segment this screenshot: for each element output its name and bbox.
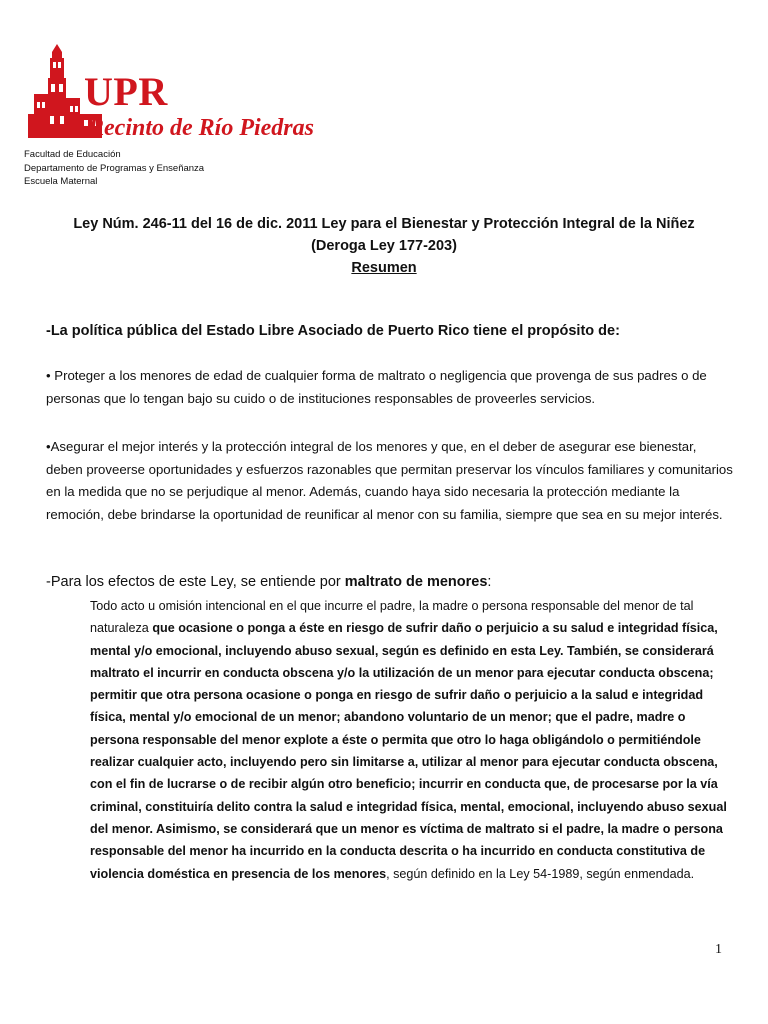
definition-body-bold: que ocasione o ponga a éste en riesgo de sufrir daño o perjuicio a su salud e integridad física, mental y/o emocional, incluyendo abuso sexual, según es definido en esta Ley. También, se considerará maltrato el incurrir en conducta obscena y/o la utilización de un menor para ejecutar conducta obscena; permitir que otra persona ocasione o ponga en riesgo de sufrir daño o perjuicio a la salud e integridad física, mental y/o emocional de un menor; abandono voluntario de un menor; que el padre, madre o persona responsable del menor explote a éste o permita que otro lo haga obligándolo o permitiéndole realizar cualquier acto, incluyendo pero sin limitarse a, utilizar al menor para ejecutar conducta obscena, con el fin de lucrarse o de recibir algún otro beneficio; incurrir en conducta que, de procesarse por la vía criminal, constituiría delito contra la salud e integridad física, mental, emocional, incluyendo abuso sexual del menor. Asimismo, se considerará que un menor es víctima de maltrato si el padre, la madre o persona responsable del menor ha incurrido en la conducta descrita o ha incurrido en conducta constitutiva de violencia doméstica en presencia de los menores xyxy=(90,621,727,881)
page-number: 1 xyxy=(715,942,722,957)
title-line-law: Ley Núm. 246-11 del 16 de dic. 2011 Ley para el Bienestar y Protección Integral de la Niñez xyxy=(73,216,695,232)
policy-lead: -La política pública del Estado Libre Asociado de Puerto Rico tiene el propósito de: xyxy=(46,323,620,339)
title-line-derogates: (Deroga Ley 177-203) xyxy=(311,238,457,254)
bullet-text: Asegurar el mejor interés y la protección integral de los menores y que, en el deber de asegurar ese bienestar, deben proveerse oportunidades y esfuerzos razonables que permitan preservar los vínculos familiares y comunitarios en la medida que no se perjudique al menor. Además, cuando haya sido necesaria la protección mediante la remoción, debe brindarse la oportunidad de reunificar al menor con su familia, siempre que sea en su mejor interés. xyxy=(46,439,733,522)
definition-heading-term: maltrato de menores xyxy=(344,574,488,590)
logo-upr-text: UPR xyxy=(84,69,168,114)
logo-recinto-text: Recinto de Río Piedras xyxy=(88,115,314,141)
bullet-icon: • xyxy=(46,439,51,454)
department-block xyxy=(24,148,204,189)
department-line-faculty: Facultad de Educación xyxy=(24,149,121,160)
department-line-program: Departamento de Programas y Enseñanza xyxy=(24,162,205,174)
definition-heading xyxy=(46,572,491,592)
title-line-summary: Resumen xyxy=(351,260,417,276)
bullet-best-interest xyxy=(46,436,736,526)
definition-heading-prefix: -Para los efectos de este Ley, se entiende por xyxy=(46,574,345,590)
bullet-text: Proteger a los menores de edad de cualquier forma de maltrato o negligencia que provenga de sus padres o de personas que lo tengan bajo su cuido o de instituciones responsables de proveerles servicios. xyxy=(46,368,707,406)
definition-body-end: , según definido en la Ley 54-1989, según enmendada. xyxy=(386,866,695,881)
department-line-school: Escuela Maternal xyxy=(24,176,98,187)
bullet-icon: • xyxy=(46,368,51,383)
definition-body-intro: Todo acto u omisión intencional en el que incurre el padre, la madre o persona responsable del menor de tal naturaleza xyxy=(90,599,694,636)
document-title xyxy=(0,213,768,279)
definition-heading-suffix: : xyxy=(487,574,492,590)
definition-body xyxy=(90,595,730,885)
bullet-protect xyxy=(46,365,736,410)
